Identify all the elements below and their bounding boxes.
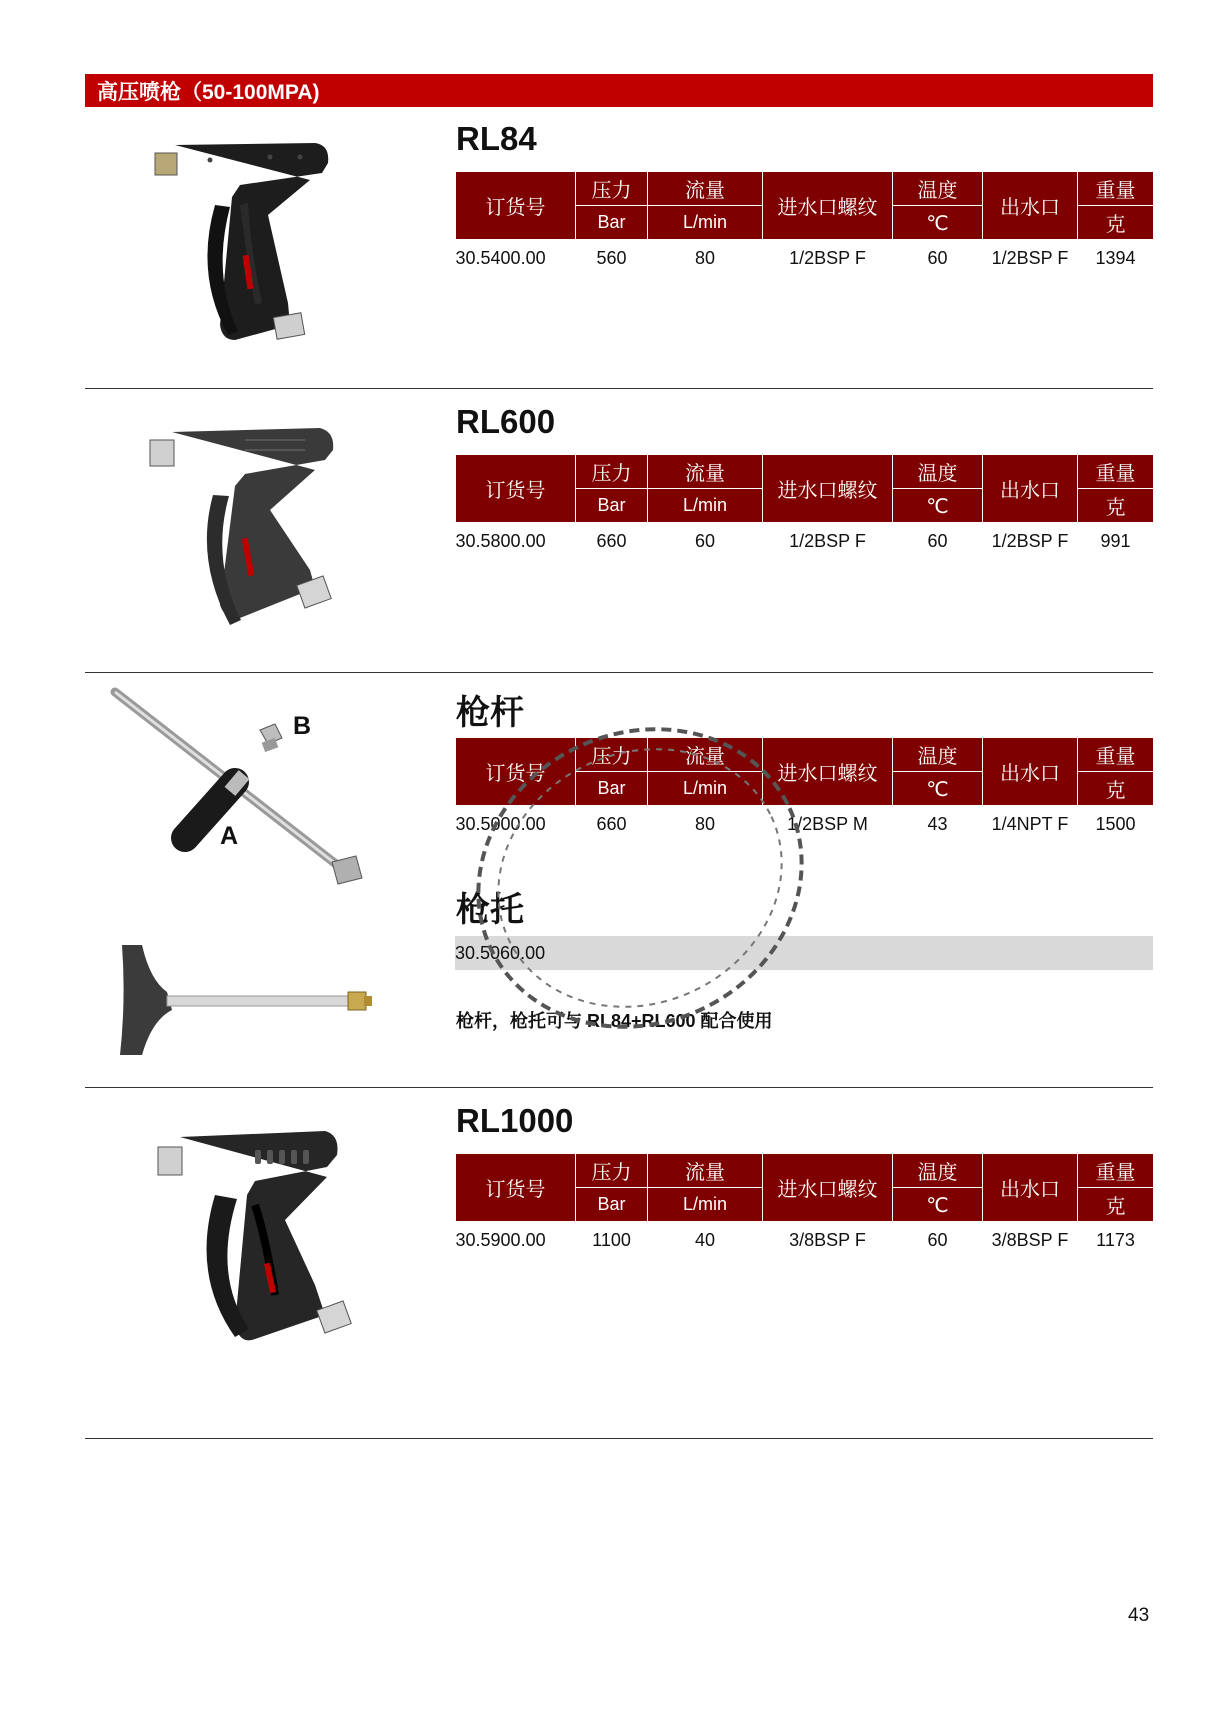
lance-label-a: A	[220, 822, 239, 850]
rl1000-title: RL1000	[456, 1102, 574, 1139]
outlet-cell: 1/4NPT F	[991, 813, 1069, 834]
header-weight-unit: 克	[1078, 206, 1154, 240]
header-weight: 重量	[1078, 172, 1154, 206]
flow-cell: 80	[694, 813, 716, 834]
rl1000-gun-image	[155, 1125, 375, 1350]
temp-cell: 60	[927, 1229, 948, 1250]
inlet-cell: 3/8BSP F	[789, 1229, 866, 1250]
header-pressure-unit: Bar	[576, 772, 648, 806]
page-number: 43	[1128, 1605, 1150, 1626]
outlet-cell: 3/8BSP F	[991, 1229, 1069, 1250]
header-outlet: 出水口	[983, 1154, 1078, 1222]
rl600-title: RL600	[456, 403, 556, 440]
header-pressure: 压力	[576, 455, 648, 489]
pressure-cell: 660	[596, 530, 627, 551]
header-flow: 流量	[648, 1154, 763, 1188]
header-pressure: 压力	[576, 172, 648, 206]
header-temp-unit: ℃	[893, 489, 983, 523]
temp-cell: 60	[927, 530, 948, 551]
section-divider	[85, 1087, 1153, 1088]
lance-image	[100, 680, 380, 890]
rl84-title: RL84	[456, 120, 537, 157]
lance-title: 枪杆	[456, 693, 524, 733]
section-divider	[85, 672, 1153, 673]
header-flow-unit: L/min	[648, 206, 763, 240]
stock-order-no: 30.5060.00	[455, 942, 546, 963]
rl600-gun-image	[145, 420, 360, 635]
section-divider	[85, 1438, 1153, 1439]
lance-spec-table	[455, 737, 1154, 842]
header-weight: 重量	[1078, 1154, 1154, 1188]
header-inlet: 进水口螺纹	[763, 738, 893, 806]
header-pressure-unit: Bar	[576, 206, 648, 240]
rl84-gun-image	[150, 135, 350, 350]
inlet-cell: 1/2BSP M	[787, 813, 868, 834]
table-row	[456, 806, 1154, 843]
header-temp: 温度	[893, 172, 983, 206]
header-flow: 流量	[648, 738, 763, 772]
flow-cell: 80	[694, 247, 716, 268]
temp-cell: 60	[927, 247, 948, 268]
header-outlet: 出水口	[983, 455, 1078, 523]
order-no-cell: 30.5800.00	[455, 530, 546, 551]
header-flow-unit: L/min	[648, 772, 763, 806]
section-divider	[85, 388, 1153, 389]
pressure-cell: 560	[596, 247, 627, 268]
header-flow-unit: L/min	[648, 489, 763, 523]
order-no-cell: 30.5000.00	[455, 813, 546, 834]
inlet-cell: 1/2BSP F	[789, 530, 866, 551]
header-flow: 流量	[648, 455, 763, 489]
header-flow-unit: L/min	[648, 1188, 763, 1222]
header-temp: 温度	[893, 738, 983, 772]
outlet-cell: 1/2BSP F	[991, 530, 1069, 551]
section-banner: 高压喷枪（50-100MPA)	[85, 74, 1153, 107]
weight-cell: 1500	[1095, 813, 1136, 834]
header-order-no: 订货号	[456, 1154, 576, 1222]
header-weight: 重量	[1078, 738, 1154, 772]
stock-title: 枪托	[456, 890, 524, 930]
header-flow: 流量	[648, 172, 763, 206]
header-temp-unit: ℃	[893, 206, 983, 240]
header-temp-unit: ℃	[893, 772, 983, 806]
weight-cell: 991	[1100, 530, 1131, 551]
header-pressure-unit: Bar	[576, 489, 648, 523]
stock-code-bar	[455, 936, 1153, 970]
header-inlet: 进水口螺纹	[763, 1154, 893, 1222]
table-row	[456, 523, 1154, 560]
header-temp-unit: ℃	[893, 1188, 983, 1222]
rl1000-spec-table	[455, 1153, 1154, 1258]
rl84-spec-table	[455, 171, 1154, 276]
pressure-cell: 660	[596, 813, 627, 834]
header-order-no: 订货号	[456, 455, 576, 523]
rl600-spec-table	[455, 454, 1154, 559]
weight-cell: 1394	[1095, 247, 1136, 268]
header-outlet: 出水口	[983, 172, 1078, 240]
header-temp: 温度	[893, 1154, 983, 1188]
order-no-cell: 30.5400.00	[455, 247, 546, 268]
inlet-cell: 1/2BSP F	[789, 247, 866, 268]
order-no-cell: 30.5900.00	[455, 1229, 546, 1250]
compatibility-note: 枪杆，枪托可与 RL84+RL600 配合使用	[456, 1011, 773, 1031]
pressure-cell: 1100	[592, 1229, 631, 1250]
stock-image	[112, 940, 377, 1060]
header-outlet: 出水口	[983, 738, 1078, 806]
table-row	[456, 1222, 1154, 1259]
header-order-no: 订货号	[456, 172, 576, 240]
header-order-no: 订货号	[456, 738, 576, 806]
weight-cell: 1173	[1096, 1229, 1135, 1250]
outlet-cell: 1/2BSP F	[991, 247, 1069, 268]
header-weight-unit: 克	[1078, 772, 1154, 806]
flow-cell: 40	[694, 1229, 716, 1250]
header-weight: 重量	[1078, 455, 1154, 489]
flow-cell: 60	[694, 530, 716, 551]
header-pressure: 压力	[576, 1154, 648, 1188]
header-weight-unit: 克	[1078, 489, 1154, 523]
temp-cell: 43	[927, 813, 948, 834]
header-temp: 温度	[893, 455, 983, 489]
header-inlet: 进水口螺纹	[763, 172, 893, 240]
header-inlet: 进水口螺纹	[763, 455, 893, 523]
header-pressure-unit: Bar	[576, 1188, 648, 1222]
header-pressure: 压力	[576, 738, 648, 772]
lance-label-b: B	[293, 712, 312, 740]
table-row	[456, 240, 1154, 277]
header-weight-unit: 克	[1078, 1188, 1154, 1222]
